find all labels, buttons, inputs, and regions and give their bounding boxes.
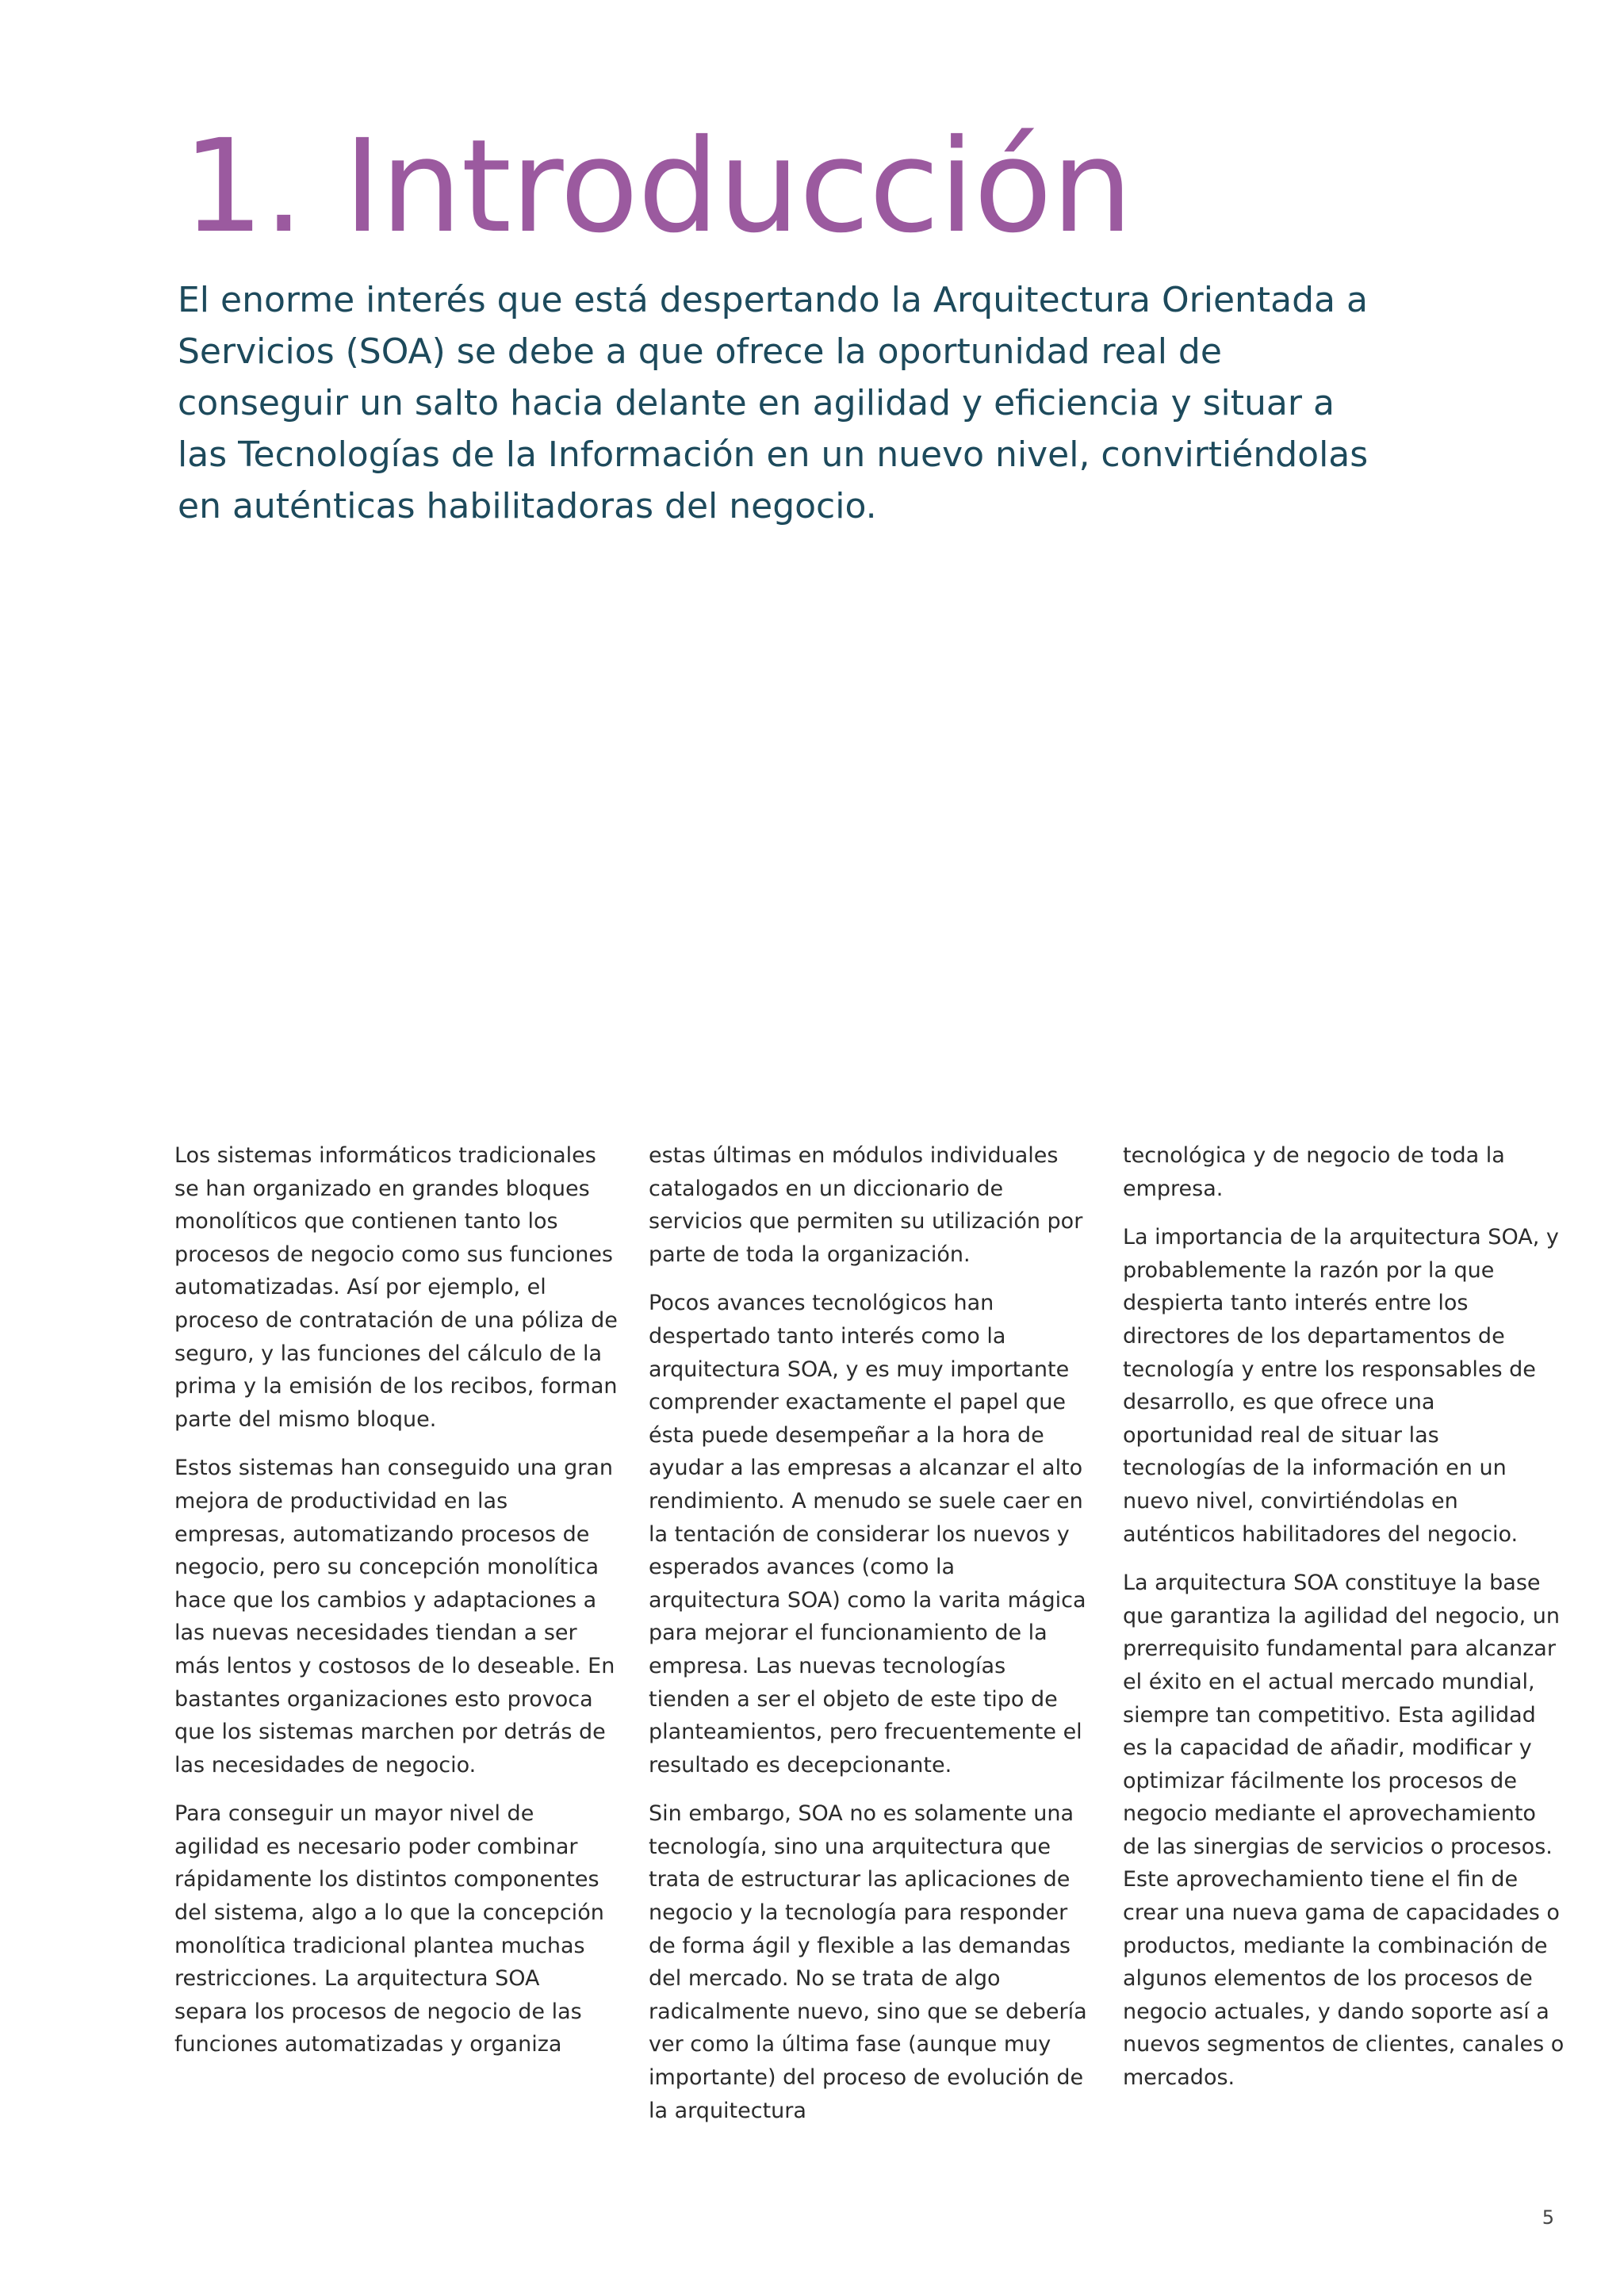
body-paragraph: tecnológica y de negocio de toda la empresa. xyxy=(1123,1143,1505,1201)
lead-paragraph: El enorme interés que está despertando la Arquitectura Orientada a Servicios (SOA) se debe a que ofrece la oportunidad real de conseguir un salto hacia delante en agilidad y eficiencia y situar a las Tecnologías de la Información en un nuevo nivel, convirtiéndolas en auténticas habilitadoras del negocio. xyxy=(178,280,1369,526)
body-paragraph: Sin embargo, SOA no es solamente una tecnología, sino una arquitectura que trata de estructurar las aplicaciones de negocio y la tecnología para responder de forma ágil y flexible a las demandas del mercado. No se trata de algo radicalmente nuevo, sino que se debería ver como la última fase (aunque muy importante) del proceso de evolución de la arquitectura xyxy=(649,1801,1087,2123)
body-paragraph: Estos sistemas han conseguido una gran mejora de productividad en las empresas, automatizando procesos de negocio, pero su concepción monolítica hace que los cambios y adaptaciones a las nuevas necesidades tiendan a ser más lentos y costosos de lo deseable. En bastantes organizaciones esto provoca que los sistemas marchen por detrás de las necesidades de negocio. xyxy=(174,1456,615,1777)
body-paragraph: Para conseguir un mayor nivel de agilidad es necesario poder combinar rápidamente los distintos componentes del sistema, algo a lo que la concepción monolítica tradicional plantea muchas restricciones. La arquitectura SOA separa los procesos de negocio de las funciones automatizadas y organiza xyxy=(174,1801,604,2057)
chapter-title: 1. Introducción xyxy=(182,113,1132,262)
body-paragraph: Los sistemas informáticos tradicionales se han organizado en grandes bloques monolíticos que contienen tanto los procesos de negocio como sus funciones automatizadas. Así por ejemplo, el proceso de contratación de una póliza de seguro, y las funciones del cálculo de la prima y la emisión de los recibos, forman parte del mismo bloque. xyxy=(174,1143,618,1432)
body-paragraph: La importancia de la arquitectura SOA, y probablemente la razón por la que despierta tanto interés entre los directores de los departamentos de tecnología y entre los responsables de desarrollo, es que ofrece una oportunidad real de situar las tecnologías de la información en un nuevo nivel, convirtiéndolas en auténticos habilitadores del negocio. xyxy=(1123,1225,1559,1547)
body-column-3 xyxy=(1123,1139,1567,2110)
body-paragraph: estas últimas en módulos individuales catalogados en un diccionario de servicios que permiten su utilización por parte de toda la organización. xyxy=(649,1143,1083,1267)
body-paragraph: Pocos avances tecnológicos han despertado tanto interés como la arquitectura SOA, y es muy importante comprender exactamente el papel que ésta puede desempeñar a la hora de ayudar a las empresas a alcanzar el alto rendimiento. A menudo se suele caer en la tentación de considerar los nuevos y esperados avances (como la arquitectura SOA) como la varita mágica para mejorar el funcionamiento de la empresa. Las nuevas tecnologías tienden a ser el objeto de este tipo de planteamientos, pero frecuentemente el resultado es decepcionante. xyxy=(649,1291,1086,1777)
body-column-2 xyxy=(649,1139,1093,2143)
page-number: 5 xyxy=(1542,2206,1554,2229)
body-column-1 xyxy=(174,1139,619,2077)
body-paragraph: La arquitectura SOA constituye la base que garantiza la agilidad del negocio, un prerrequisito fundamental para alcanzar el éxito en el actual mercado mundial, siempre tan competitivo. Esta agilidad es la capacidad de añadir, modificar y optimizar fácilmente los procesos de negocio mediante el aprovechamiento de las sinergias de servicios o procesos. Este aprovechamiento tiene el fin de crear una nueva gama de capacidades o productos, mediante la combinación de algunos elementos de los procesos de negocio actuales, y dando soporte así a nuevos segmentos de clientes, canales o mercados. xyxy=(1123,1571,1565,2091)
